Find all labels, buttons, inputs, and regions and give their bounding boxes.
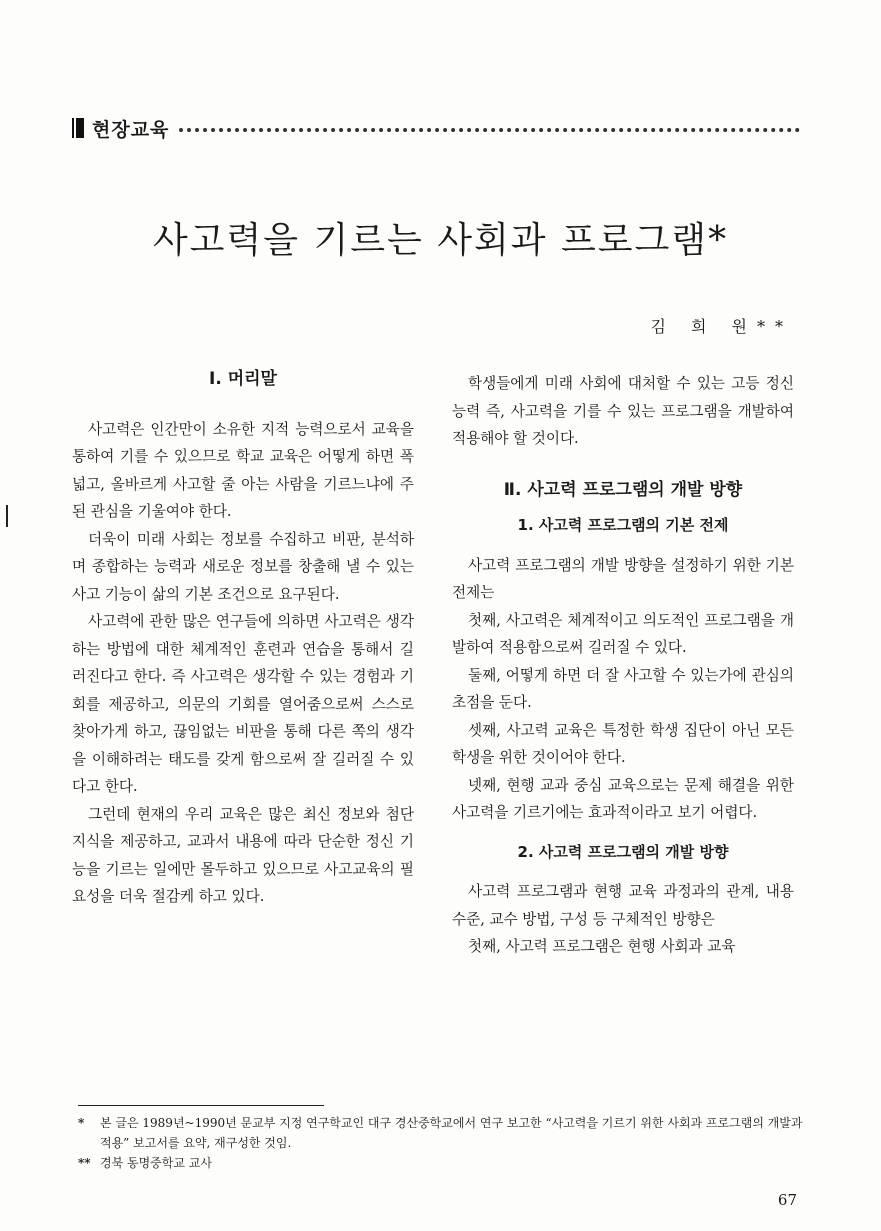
section-marker-icon <box>72 118 84 138</box>
paragraph: 둘째, 어떻게 하면 더 잘 사고할 수 있는가에 관심의 초점을 둔다. <box>452 666 794 711</box>
paragraph: 첫째, 사고력 프로그램은 현행 사회과 교육 <box>468 938 736 955</box>
page-number: 67 <box>777 1191 797 1209</box>
footnote <box>78 1153 806 1173</box>
footnote-text: 경북 동명중학교 교사 <box>100 1156 212 1170</box>
paragraph: 첫째, 사고력은 체계적이고 의도적인 프로그램을 개발하여 적용함으로써 길러질 수 있다. <box>452 611 794 656</box>
paragraph: 더욱이 미래 사회는 정보를 수집하고 비판, 분석하며 종합하는 능력과 새로운 정보를 창출해 낼 수 있는 사고 기능이 삶의 기본 조건으로 요구된다. <box>72 530 414 603</box>
paragraph: 셋째, 사고력 교육은 특정한 학생 집단이 아닌 모든 학생을 위한 것이어야 한다. <box>452 721 794 766</box>
footnote <box>78 1113 806 1153</box>
subheading-direction: 2. 사고력 프로그램의 개발 방향 <box>517 842 729 861</box>
paragraph: 학생들에게 미래 사회에 대처할 수 있는 고등 정신 능력 즉, 사고력을 기를 수 있는 프로그램을 개발하여 적용해야 할 것이다. <box>452 375 794 447</box>
section-header <box>72 114 800 142</box>
paragraph: 사고력은 인간만이 소유한 지적 능력으로서 교육을 통하여 기를 수 있으므로 학교 교육은 어떻게 하면 폭넓고, 올바르게 사고할 줄 아는 사람을 기르느냐에 주된 관심을 기울여야 한다. <box>72 420 414 520</box>
paragraph: 그런데 현재의 우리 교육은 많은 최신 정보와 첨단 지식을 제공하고, 교과서 내용에 따라 단순한 정신 기능을 기르는 일에만 몰두하고 있으므로 사고교육의 필요성을 더욱 절감케 하고 있다. <box>72 805 414 905</box>
section-heading-direction: Ⅱ. 사고력 프로그램의 개발 방향 <box>503 479 743 500</box>
footnote-mark: ** <box>78 1156 91 1170</box>
article-title: 사고력을 기르는 사회과 프로그램* <box>152 220 729 261</box>
subheading-premise: 1. 사고력 프로그램의 기본 전제 <box>517 516 729 534</box>
footnotes <box>78 1113 806 1173</box>
article-author: 김 희 원** <box>650 317 793 336</box>
margin-tick <box>6 505 8 527</box>
section-label: 현장교육 <box>92 118 170 141</box>
footnote-mark: * <box>78 1116 85 1130</box>
section-heading-intro: I. 머리말 <box>209 369 277 389</box>
left-column <box>72 366 414 911</box>
right-column <box>452 370 794 961</box>
paragraph: 사고력 프로그램의 개발 방향을 설정하기 위한 기본 전제는 <box>452 556 794 601</box>
footnote-rule <box>78 1105 324 1106</box>
paragraph: 사고력 프로그램과 현행 교육 과정과의 관계, 내용 수준, 교수 방법, 구성 등 구체적인 방향은 <box>452 883 794 928</box>
dotted-rule <box>179 128 800 132</box>
paragraph: 사고력에 관한 많은 연구들에 의하면 사고력은 생각하는 방법에 대한 체계적인 훈련과 연습을 통해서 길러진다고 한다. 즉 사고력은 생각할 수 있는 경험과 기회를 제공하고, 의문의 기회를 열어줌으로써 스스로 찾아가게 하고, 끊임없는 비판을 통해 다른 쪽의 생각을 이해하려는 태도를 갖게 함으로써 잘 길러질 수 있다고 한다. <box>72 613 414 795</box>
footnote-text: 본 글은 1989년~1990년 문교부 지정 연구학교인 대구 경산중학교에서 연구 보고한 “사고력을 기르기 위한 사회과 프로그램의 개발과 적용” 보고서를 요약, 재구성한 것임. <box>100 1116 803 1150</box>
paragraph: 넷째, 현행 교과 중심 교육으로는 문제 해결을 위한 사고력을 기르기에는 효과적이라고 보기 어렵다. <box>452 776 794 821</box>
